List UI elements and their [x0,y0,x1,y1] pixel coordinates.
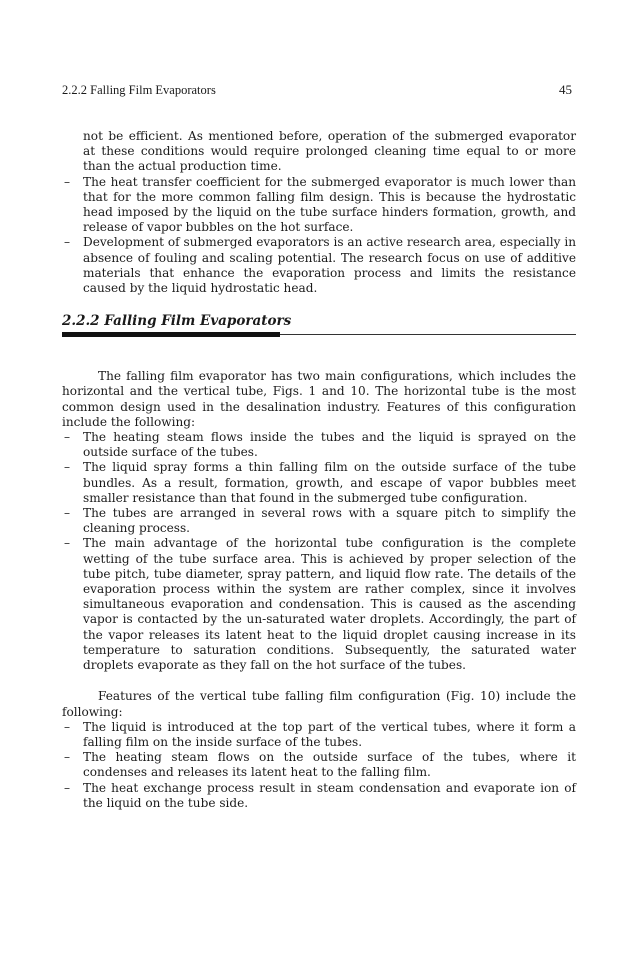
running-head-section: 2.2.2 Falling Film Evaporators [62,83,216,97]
paragraph-vertical-intro: Features of the vertical tube falling film configuration (Fig. 10) include the following: [62,689,576,719]
list-item-text: The heating steam flows on the outside surface of the tubes, where it condenses and releases its latent heat to the falling film. [83,750,576,780]
list-item [62,460,576,506]
continuation-paragraph: not be efficient. As mentioned before, operation of the submerged evaporator at these conditions would require prolonged cleaning time equal to or more than the actual production time. [83,129,576,174]
heading-rule-thin [280,334,576,335]
dash-bullet: – [64,719,71,734]
list-item [62,750,576,780]
dash-bullet: – [64,506,71,521]
dash-bullet: – [64,536,71,551]
page-number: 45 [559,82,572,97]
list-item [62,506,576,536]
list-item [62,175,576,236]
paragraph-horizontal-intro: The falling film evaporator has two main configurations, which includes the horizontal and the vertical tube, Figs. 1 and 10. The horizontal tube is the most common design used in the desalination industry. Features of this configuration include the following: [62,369,576,429]
list-item [62,430,576,460]
list-item-text: The main advantage of the horizontal tube configuration is the complete wetting of the tube surface area. This is achieved by proper selection of the tube pitch, tube diameter, spray pattern, and liquid flow rate. The details of the evaporation process within the system are rather complex, since it involves simultaneous evaporation and condensation. This is caused as the ascending vapor is contacted by the un-saturated water droplets. Accordingly, the part of the vapor releases its latent heat to the liquid droplet causing increase in its temperature to saturation conditions. Subsequently, the saturated water droplets evaporate as they fall on the hot surface of the tubes. [83,536,576,673]
list-item-text: The heat transfer coefficient for the submerged evaporator is much lower than that for the more common falling film design. This is because the hydrostatic head imposed by the liquid on the tube surface hinders formation, growth, and release of vapor bubbles on the hot surface. [83,174,576,235]
list-item [62,235,576,296]
bullet-list-submerged [62,175,576,297]
list-item [62,536,576,673]
list-item [62,720,576,750]
heading-rule-thick [62,332,280,337]
list-item-text: The heating steam flows inside the tubes and the liquid is sprayed on the outside surface of the tubes. [83,430,576,460]
list-item-text: The liquid is introduced at the top part of the vertical tubes, where it form a falling film on the inside surface of the tubes. [83,719,576,749]
list-item-text: The heat exchange process result in steam condensation and evaporate ion of the liquid on the tube side. [83,780,576,810]
running-head [62,82,576,100]
document-page [62,82,576,811]
dash-bullet: – [64,174,71,189]
list-item-text: The liquid spray forms a thin falling film on the outside surface of the tube bundles. As a result, formation, growth, and escape of vapor bubbles meet smaller resistance than that found in the submerged tube configuration. [83,460,576,505]
dash-bullet: – [64,430,71,445]
dash-bullet: – [64,460,71,475]
list-item-text: Development of submerged evaporators is an active research area, especially in absence of fouling and scaling potential. The research focus on use of additive materials that enhance the evaporation process and limits the resistance caused by the liquid hydrostatic head. [83,235,576,296]
bullet-list-vertical [62,720,576,811]
list-item [62,781,576,811]
dash-bullet: – [64,780,71,795]
list-item-text: The tubes are arranged in several rows with a square pitch to simplify the cleaning process. [83,506,576,536]
bullet-list-horizontal [62,430,576,673]
dash-bullet: – [64,235,71,250]
dash-bullet: – [64,750,71,765]
section-heading: 2.2.2 Falling Film Evaporators [62,313,292,330]
heading-rule [62,332,576,338]
